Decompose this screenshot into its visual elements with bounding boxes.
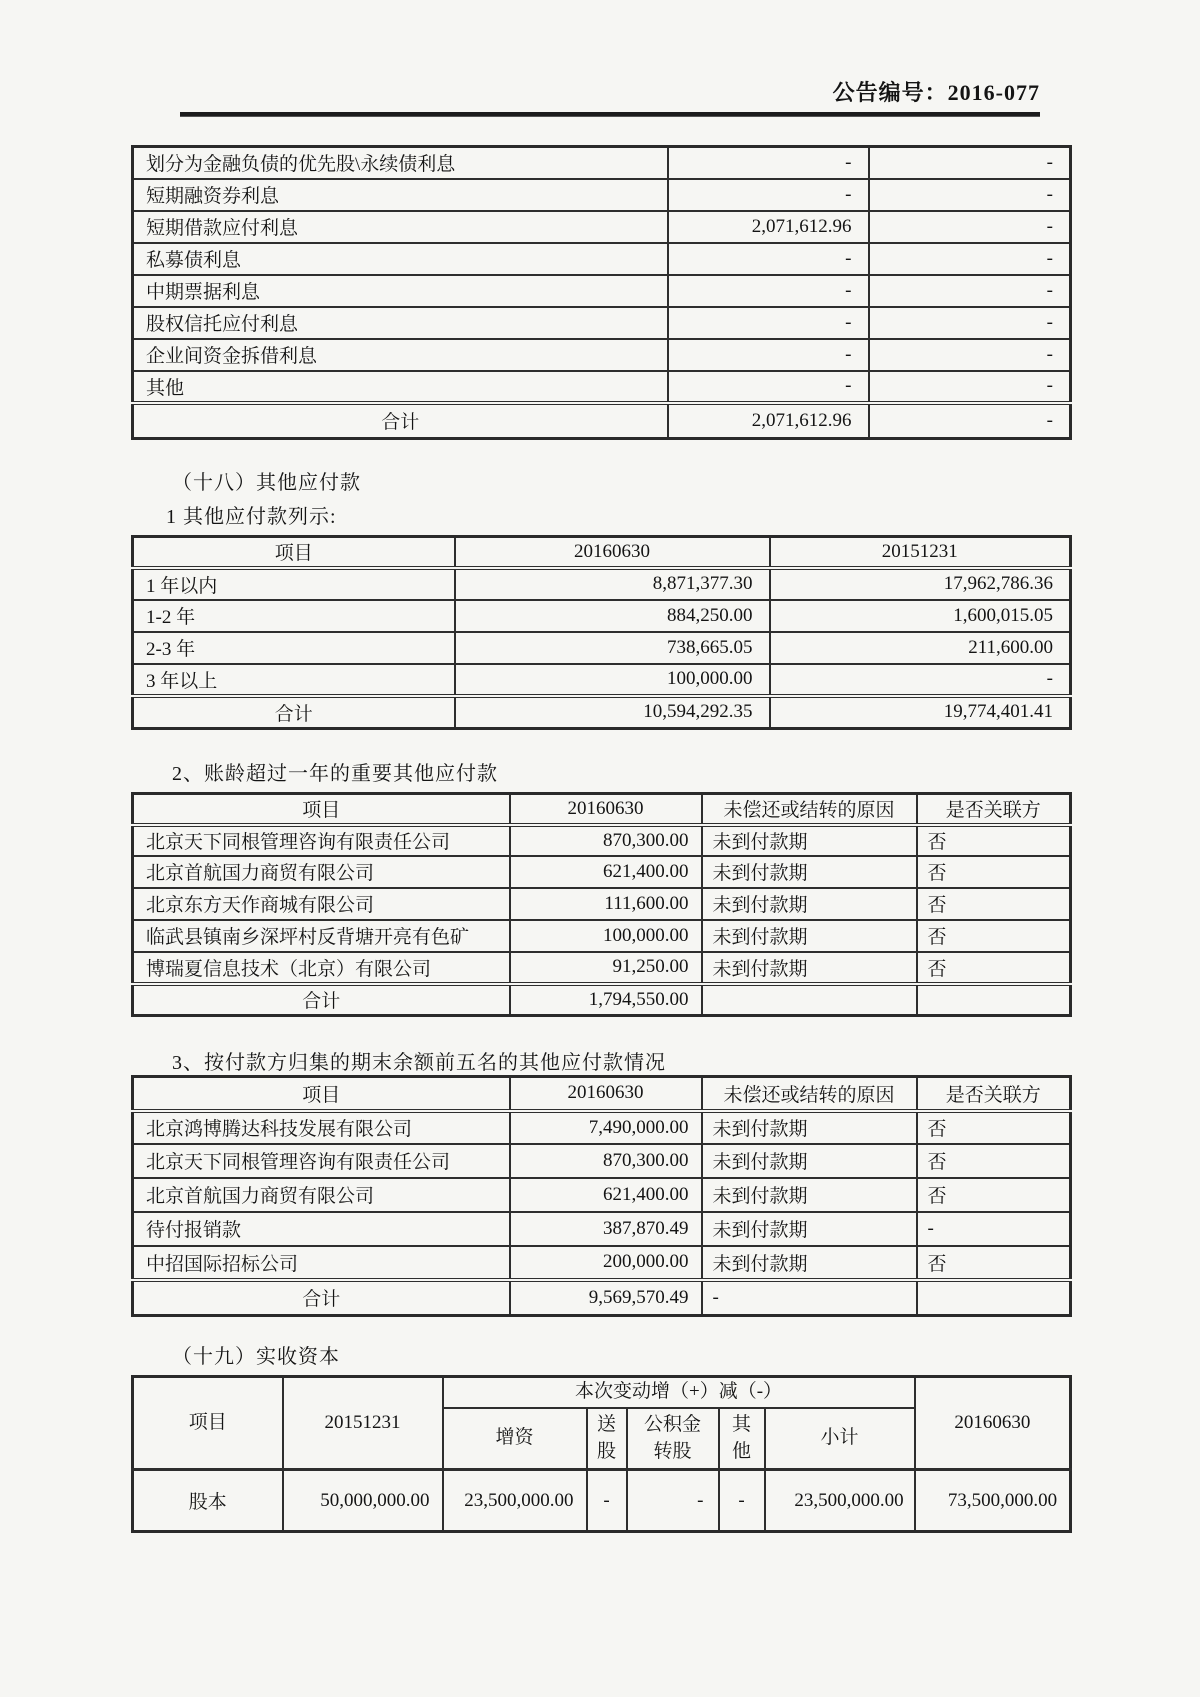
reason-cell: 未到付款期 (702, 856, 917, 888)
amount-current-cell: - (668, 147, 869, 179)
item-cell: 股权信托应付利息 (133, 307, 668, 339)
aging-table (131, 535, 1072, 730)
amount-prior-cell: - (869, 371, 1071, 403)
table-row (133, 664, 1071, 696)
related-cell: - (917, 1212, 1071, 1246)
table-row (133, 888, 1071, 920)
col-header-other (719, 1408, 765, 1470)
company-cell: 博瑞夏信息技术（北京）有限公司 (133, 952, 510, 984)
amount-cell: 870,300.00 (510, 825, 702, 856)
amount-cell: 111,600.00 (510, 888, 702, 920)
table-row (133, 179, 1071, 211)
section-18-overdue-title: 2、账龄超过一年的重要其他应付款 (172, 763, 498, 785)
col-header-related: 是否关联方 (917, 1077, 1071, 1111)
related-cell (917, 984, 1071, 1016)
related-cell (917, 1280, 1071, 1316)
table-row (133, 339, 1071, 371)
col-header-item: 项目 (133, 1377, 283, 1470)
amount-cell: 91,250.00 (510, 952, 702, 984)
related-cell: 否 (917, 888, 1071, 920)
col-header-subtotal: 小计 (765, 1408, 915, 1470)
amount-prior-cell: - (869, 147, 1071, 179)
item-cell: 2-3 年 (133, 632, 455, 664)
amount-prior-cell: 17,962,786.36 (770, 568, 1071, 600)
table-row (133, 1178, 1071, 1212)
related-cell: 否 (917, 825, 1071, 856)
related-cell: 否 (917, 1246, 1071, 1280)
company-cell: 待付报销款 (133, 1212, 510, 1246)
total-label-cell: 合计 (133, 696, 455, 729)
col-header-item: 项目 (133, 537, 455, 568)
item-cell: 短期融资券利息 (133, 179, 668, 211)
table-row (133, 600, 1071, 632)
company-cell: 北京首航国力商贸有限公司 (133, 856, 510, 888)
col-header-bonus-shares (587, 1408, 627, 1470)
amount-prior-cell: - (770, 664, 1071, 696)
current-cell: 73,500,000.00 (915, 1470, 1071, 1532)
increase-cell: 23,500,000.00 (443, 1470, 587, 1532)
paid-in-capital-table (131, 1375, 1072, 1533)
table-row (133, 920, 1071, 952)
reason-cell: 未到付款期 (702, 1111, 917, 1144)
col-header-bonus-line1: 送 (596, 1414, 616, 1436)
header-rule (180, 112, 1040, 117)
reason-cell: 未到付款期 (702, 1144, 917, 1178)
amount-prior-cell: - (869, 243, 1071, 275)
section-18-top5-title: 3、按付款方归集的期末余额前五名的其他应付款情况 (172, 1052, 666, 1074)
amount-current-cell: - (668, 339, 869, 371)
col-header-reason: 未偿还或结转的原因 (702, 794, 917, 825)
table-row (133, 307, 1071, 339)
section-19-title: （十九）实收资本 (172, 1346, 340, 1368)
table-row (133, 952, 1071, 984)
interest-payable-table (131, 145, 1072, 440)
amount-current-cell: - (668, 243, 869, 275)
company-cell: 北京天下同根管理咨询有限责任公司 (133, 825, 510, 856)
company-cell: 中招国际招标公司 (133, 1246, 510, 1280)
table-row (133, 1470, 1071, 1532)
table-row (133, 825, 1071, 856)
reason-cell: 未到付款期 (702, 952, 917, 984)
amount-cell: 621,400.00 (510, 856, 702, 888)
total-prior-cell: 19,774,401.41 (770, 696, 1071, 729)
notice-number: 公告编号：2016-077 (832, 80, 1040, 105)
amount-prior-cell: 211,600.00 (770, 632, 1071, 664)
amount-cell: 7,490,000.00 (510, 1111, 702, 1144)
amount-prior-cell: - (869, 275, 1071, 307)
company-cell: 北京鸿博腾达科技发展有限公司 (133, 1111, 510, 1144)
table-row (133, 856, 1071, 888)
reason-cell: 未到付款期 (702, 825, 917, 856)
header-row (133, 1077, 1071, 1111)
amount-prior-cell: - (869, 179, 1071, 211)
table-row (133, 275, 1071, 307)
top5-payables-table (131, 1075, 1072, 1317)
col-header-increase: 增资 (443, 1408, 587, 1470)
item-cell: 中期票据利息 (133, 275, 668, 307)
col-header-reason: 未偿还或结转的原因 (702, 1077, 917, 1111)
amount-current-cell: 738,665.05 (455, 632, 770, 664)
company-cell: 北京天下同根管理咨询有限责任公司 (133, 1144, 510, 1178)
header-row (133, 794, 1071, 825)
related-cell: 否 (917, 920, 1071, 952)
item-cell: 短期借款应付利息 (133, 211, 668, 243)
amount-cell: 100,000.00 (510, 920, 702, 952)
total-amount-cell: 9,569,570.49 (510, 1280, 702, 1316)
col-header-item: 项目 (133, 794, 510, 825)
reserve-cell: - (627, 1470, 719, 1532)
item-cell: 1 年以内 (133, 568, 455, 600)
reason-cell: - (702, 1280, 917, 1316)
item-cell: 股本 (133, 1470, 283, 1532)
header-row-top (133, 1377, 1071, 1408)
reason-cell (702, 984, 917, 1016)
total-current-cell: 10,594,292.35 (455, 696, 770, 729)
related-cell: 否 (917, 1144, 1071, 1178)
total-label-cell: 合计 (133, 1280, 510, 1316)
amount-prior-cell: - (869, 339, 1071, 371)
amount-current-cell: 2,071,612.96 (668, 211, 869, 243)
total-row (133, 403, 1071, 439)
item-cell: 企业间资金拆借利息 (133, 339, 668, 371)
table-row (133, 371, 1071, 403)
reason-cell: 未到付款期 (702, 1212, 917, 1246)
col-header-reserve-line1: 公积金 (643, 1414, 701, 1436)
col-header-reserve-line2: 转股 (653, 1441, 692, 1463)
related-cell: 否 (917, 1111, 1071, 1144)
col-header-amount: 20160630 (510, 1077, 702, 1111)
bonus-cell: - (587, 1470, 627, 1532)
other-cell: - (719, 1470, 765, 1532)
col-header-amount: 20160630 (510, 794, 702, 825)
col-header-bonus-line2: 股 (596, 1441, 616, 1463)
item-cell: 私募债利息 (133, 243, 668, 275)
col-header-change-span: 本次变动增（+）减（-） (443, 1377, 915, 1408)
total-row (133, 1280, 1071, 1316)
item-cell: 划分为金融负债的优先股\永续债利息 (133, 147, 668, 179)
overdue-payables-table (131, 792, 1072, 1017)
amount-current-cell: - (668, 307, 869, 339)
table-row (133, 632, 1071, 664)
company-cell: 北京首航国力商贸有限公司 (133, 1178, 510, 1212)
reason-cell: 未到付款期 (702, 1246, 917, 1280)
related-cell: 否 (917, 952, 1071, 984)
amount-current-cell: - (668, 179, 869, 211)
col-header-other-line2: 他 (731, 1441, 751, 1463)
table-row (133, 1212, 1071, 1246)
col-header-current: 20160630 (915, 1377, 1071, 1470)
col-header-current: 20160630 (455, 537, 770, 568)
total-prior-cell: - (869, 403, 1071, 439)
reason-cell: 未到付款期 (702, 920, 917, 952)
total-label-cell: 合计 (133, 403, 668, 439)
table-row (133, 568, 1071, 600)
amount-prior-cell: - (869, 307, 1071, 339)
table-row (133, 1144, 1071, 1178)
total-row (133, 696, 1071, 729)
item-cell: 其他 (133, 371, 668, 403)
related-cell: 否 (917, 856, 1071, 888)
reason-cell: 未到付款期 (702, 1178, 917, 1212)
table-row (133, 147, 1071, 179)
col-header-prior: 20151231 (283, 1377, 443, 1470)
amount-cell: 621,400.00 (510, 1178, 702, 1212)
section-18-list-title: 1 其他应付款列示: (166, 506, 337, 528)
reason-cell: 未到付款期 (702, 888, 917, 920)
table-row (133, 1111, 1071, 1144)
amount-current-cell: 100,000.00 (455, 664, 770, 696)
item-cell: 1-2 年 (133, 600, 455, 632)
related-cell: 否 (917, 1178, 1071, 1212)
total-current-cell: 2,071,612.96 (668, 403, 869, 439)
col-header-item: 项目 (133, 1077, 510, 1111)
col-header-reserve-to-shares (627, 1408, 719, 1470)
col-header-other-line1: 其 (731, 1414, 751, 1436)
col-header-prior: 20151231 (770, 537, 1071, 568)
amount-cell: 200,000.00 (510, 1246, 702, 1280)
table-row (133, 243, 1071, 275)
amount-current-cell: - (668, 275, 869, 307)
amount-prior-cell: - (869, 211, 1071, 243)
section-18-title: （十八）其他应付款 (172, 472, 361, 494)
amount-current-cell: 8,871,377.30 (455, 568, 770, 600)
company-cell: 临武县镇南乡深坪村反背塘开亮有色矿 (133, 920, 510, 952)
amount-cell: 387,870.49 (510, 1212, 702, 1246)
company-cell: 北京东方天作商城有限公司 (133, 888, 510, 920)
subtotal-cell: 23,500,000.00 (765, 1470, 915, 1532)
col-header-related: 是否关联方 (917, 794, 1071, 825)
item-cell: 3 年以上 (133, 664, 455, 696)
total-amount-cell: 1,794,550.00 (510, 984, 702, 1016)
amount-current-cell: - (668, 371, 869, 403)
amount-cell: 870,300.00 (510, 1144, 702, 1178)
amount-current-cell: 884,250.00 (455, 600, 770, 632)
table-row (133, 1246, 1071, 1280)
amount-prior-cell: 1,600,015.05 (770, 600, 1071, 632)
table-row (133, 211, 1071, 243)
prior-cell: 50,000,000.00 (283, 1470, 443, 1532)
total-row (133, 984, 1071, 1016)
header-row (133, 537, 1071, 568)
total-label-cell: 合计 (133, 984, 510, 1016)
